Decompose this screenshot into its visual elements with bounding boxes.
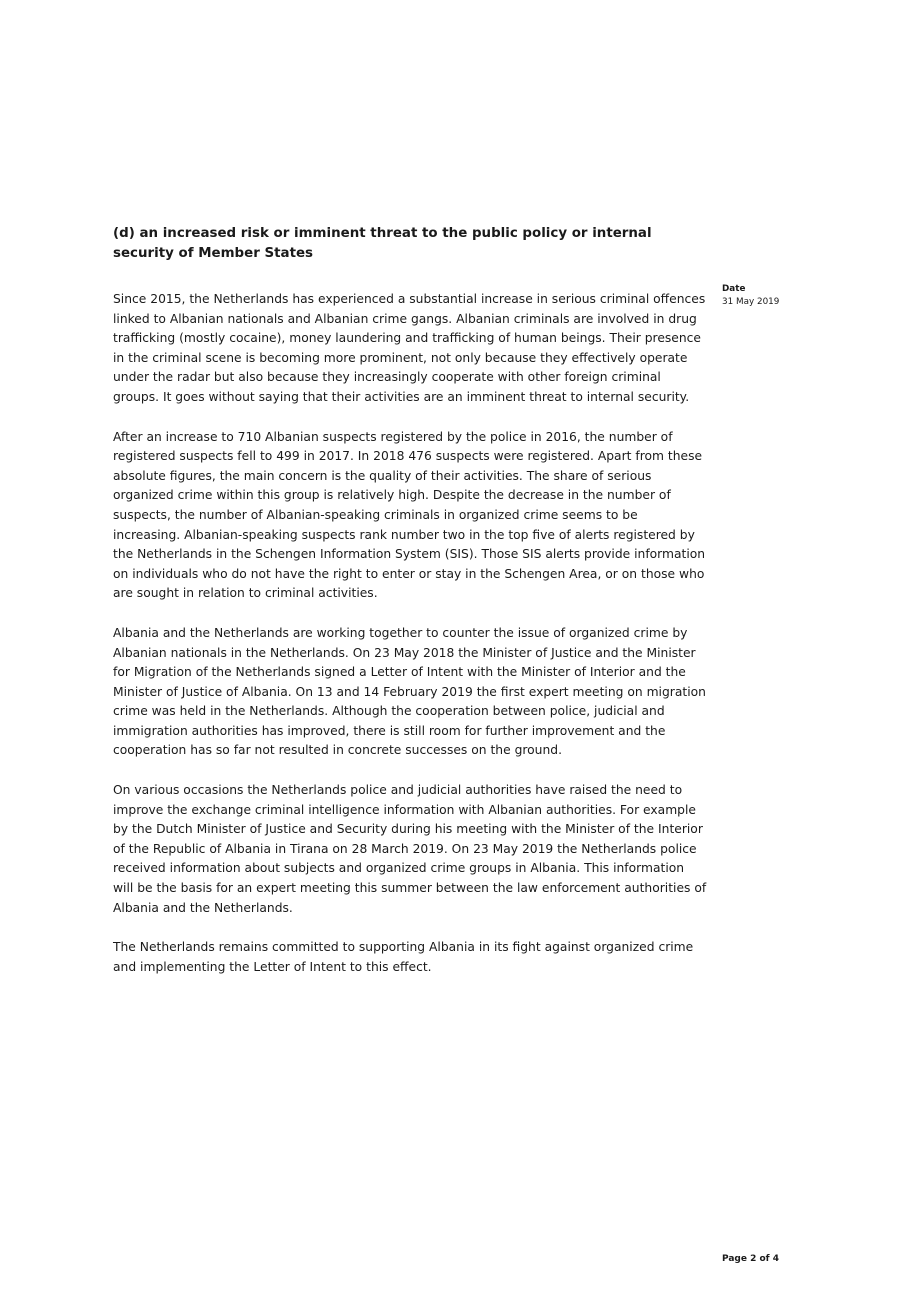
metadata-sidebar bbox=[722, 283, 842, 308]
section-heading: (d) an increased risk or imminent threat to the public policy or internal security of Member States bbox=[113, 226, 652, 261]
paragraph: On various occasions the Netherlands police and judicial authorities have raised the need to improve the exchange criminal intelligence information with Albanian authorities. For example by the Dutch Minister of Justice and Security during his meeting with the Minister of the Interior of the Republic of Albania in Tirana on 28 March 2019. On 23 May 2019 the Netherlands police received information about subjects and organized crime groups in Albania. This information will be the basis for an expert meeting this summer between the law enforcement authorities of Albania and the Netherlands. bbox=[113, 783, 707, 915]
paragraph: Since 2015, the Netherlands has experienced a substantial increase in serious criminal offences linked to Albanian nationals and Albanian crime gangs. Albanian criminals are involved in drug trafficking (mostly cocaine), money laundering and trafficking of human beings. Their presence in the criminal scene is becoming more prominent, not only because they effectively operate under the radar but also because they increasingly cooperate with other foreign criminal groups. It goes without saying that their activities are an imminent threat to internal security. bbox=[113, 292, 706, 404]
paragraph: The Netherlands remains committed to supporting Albania in its fight against organized crime and implementing the Letter of Intent to this effect. bbox=[113, 940, 694, 974]
date-label: Date bbox=[722, 284, 746, 294]
page-number: Page 2 of 4 bbox=[722, 1254, 779, 1264]
paragraph: After an increase to 710 Albanian suspects registered by the police in 2016, the number of registered suspects fell to 499 in 2017. In 2018 476 suspects were registered. Apart from these absolute figures, the main concern is the quality of their activities. The share of serious organized crime within this group is relatively high. Despite the decrease in the number of suspects, the number of Albanian-speaking criminals in organized crime seems to be increasing. Albanian-speaking suspects rank number two in the top five of alerts registered by the Netherlands in the Schengen Information System (SIS). Those SIS alerts provide information on individuals who do not have the right to enter or stay in the Schengen Area, or on those who are sought in relation to criminal activities. bbox=[113, 429, 706, 601]
main-content bbox=[113, 224, 708, 997]
paragraph: Albania and the Netherlands are working together to counter the issue of organized crime by Albanian nationals in the Netherlands. On 23 May 2018 the Minister of Justice and the Minister for Migration of the Netherlands signed a Letter of Intent with the Minister of Interior and the Minister of Justice of Albania. On 13 and 14 February 2019 the first expert meeting on migration crime was held in the Netherlands. Although the cooperation between police, judicial and immigration authorities has improved, there is still room for further improvement and the cooperation has so far not resulted in concrete successes on the ground. bbox=[113, 625, 706, 758]
date-value: 31 May 2019 bbox=[722, 296, 780, 307]
